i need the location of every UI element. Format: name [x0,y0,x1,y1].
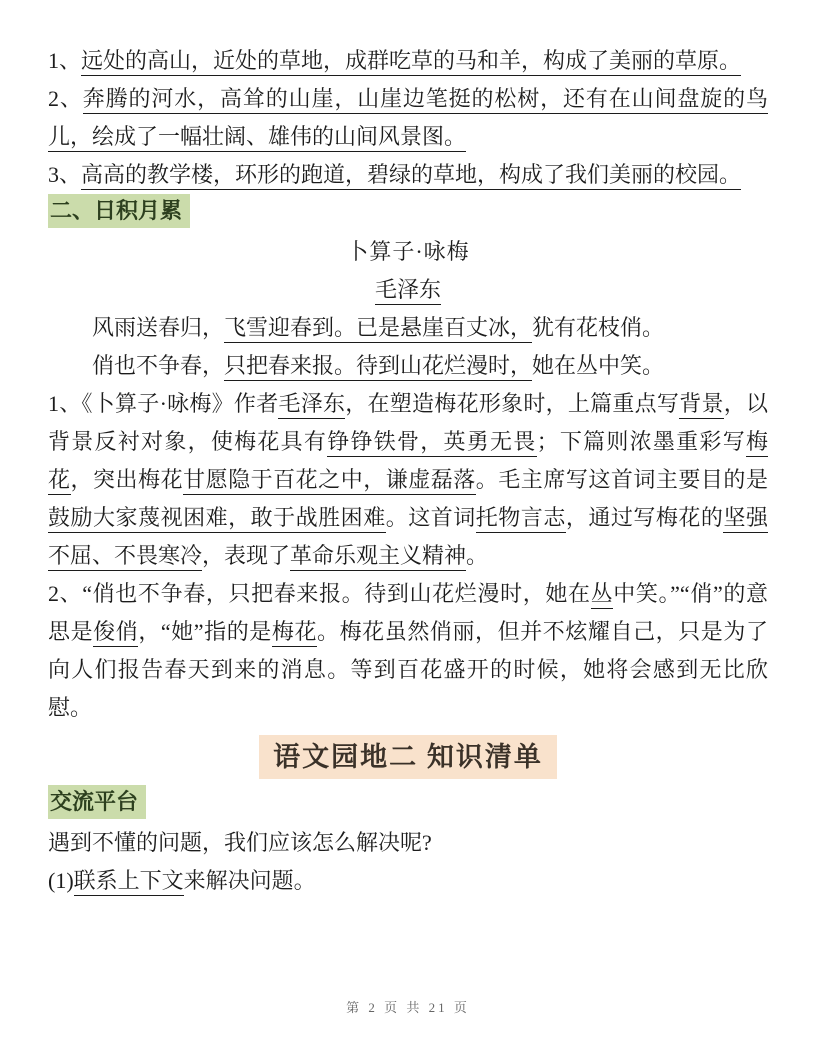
text-run: 。毛主席写这首词主要目的是 [475,467,768,492]
underlined-answer: 联系上下文 [74,868,184,896]
underlined-answer: 已是悬崖百丈冰， [356,315,532,343]
underlined-answer: 鼓励大家蔑视困难，敢于战胜困难 [48,505,386,533]
poem-note-1 [48,385,768,575]
text-run: ，“她”指的是 [138,619,272,644]
underlined-answer: 托物言志 [476,505,566,533]
underlined-answer: 只把春来报。 [224,353,356,381]
text-run: (1) [48,868,74,893]
text-run: ，表现了 [202,543,291,568]
matching-answer-1 [48,42,768,80]
underlined-answer: 奔腾的河水，高耸的山崖，山崖边笔挺的松树，还有在山间盘旋的鸟儿，绘成了一幅壮阔、雄伟的山间风景图。 [48,86,768,152]
text-run: 她在丛中笑。 [532,353,665,378]
poem-title: 卜算子·咏梅 [346,239,470,264]
matching-answer-2 [48,80,768,156]
text-run: 1、《卜算子·咏梅》作者 [48,391,279,416]
accumulation-heading-row [48,194,768,233]
text-run: 。这首词 [385,505,476,530]
text-run: ；下篇则浓墨重彩写 [536,429,746,454]
underlined-answer: 梅花 [48,429,768,495]
text-run: 犹有花枝俏。 [532,315,665,340]
underlined-answer: 背景 [679,391,724,419]
underlined-answer: 革命乐观主义精神 [290,543,466,571]
text-run: ，突出梅花 [70,467,184,492]
exchange-question: 遇到不懂的问题，我们应该怎么解决呢? [48,830,432,855]
text-run: 1、 [48,48,82,73]
text-run: ，以背景反衬对象，使梅花具有 [48,391,768,454]
underlined-answer: 飞雪迎春到。 [224,315,356,343]
unit-title: 语文园地二 知识清单 [259,735,557,779]
underlined-answer: 俊俏 [93,619,138,647]
underlined-answer: 毛泽东 [278,391,345,419]
text-run: ，通过写梅花的 [565,505,724,530]
text-run: 2、“俏也不争春，只把春来报。待到山花烂漫时，她在 [48,581,591,606]
section-heading-exchange-platform: 交流平台 [48,785,146,819]
text-run: 。 [466,543,489,568]
poem-author: 毛泽东 [375,277,441,305]
underlined-answer: 铮铮铁骨，英勇无畏 [327,429,536,457]
underlined-answer: 待到山花烂漫时， [356,353,532,381]
text-run: 来解决问题。 [183,868,316,893]
exchange-heading-row [48,785,768,824]
poem-note-2 [48,575,768,727]
matching-answer-3 [48,156,768,194]
text-run: 俏也不争春， [92,353,225,378]
text-run: 。梅花虽然俏丽，但并不炫耀自己，只是为了向人们报告春天到来的消息。等到百花盛开的时候，她将会感到无比欣慰。 [48,619,768,720]
page-number-footer: 第 2 页 共 21 页 [346,1000,470,1015]
text-run: ，在塑造梅花形象时，上篇重点写 [345,391,680,416]
text-run: 2、 [48,86,83,111]
section-heading-accumulation: 二、日积月累 [48,194,190,228]
poem-line-1 [48,309,768,347]
underlined-answer: 远处的高山，近处的草地，成群吃草的马和羊，构成了美丽的草原。 [81,48,741,76]
exchange-answer-1 [48,862,768,900]
text-run: 风雨送春归， [92,315,225,340]
underlined-answer: 梅花 [272,619,317,647]
poem-line-2 [48,347,768,385]
underlined-answer: 丛 [591,581,614,609]
unit-title-row [48,735,768,779]
poem-author-row [48,271,768,309]
text-run: 3、 [48,162,82,187]
underlined-answer: 高高的教学楼，环形的跑道，碧绿的草地，构成了我们美丽的校园。 [81,162,741,190]
text-run: 中笑。”“俏”的意思是 [48,581,768,644]
underlined-answer: 甘愿隐于百花之中，谦虚磊落 [183,467,476,495]
underlined-answer: 坚强不屈、不畏寒冷 [48,505,768,571]
